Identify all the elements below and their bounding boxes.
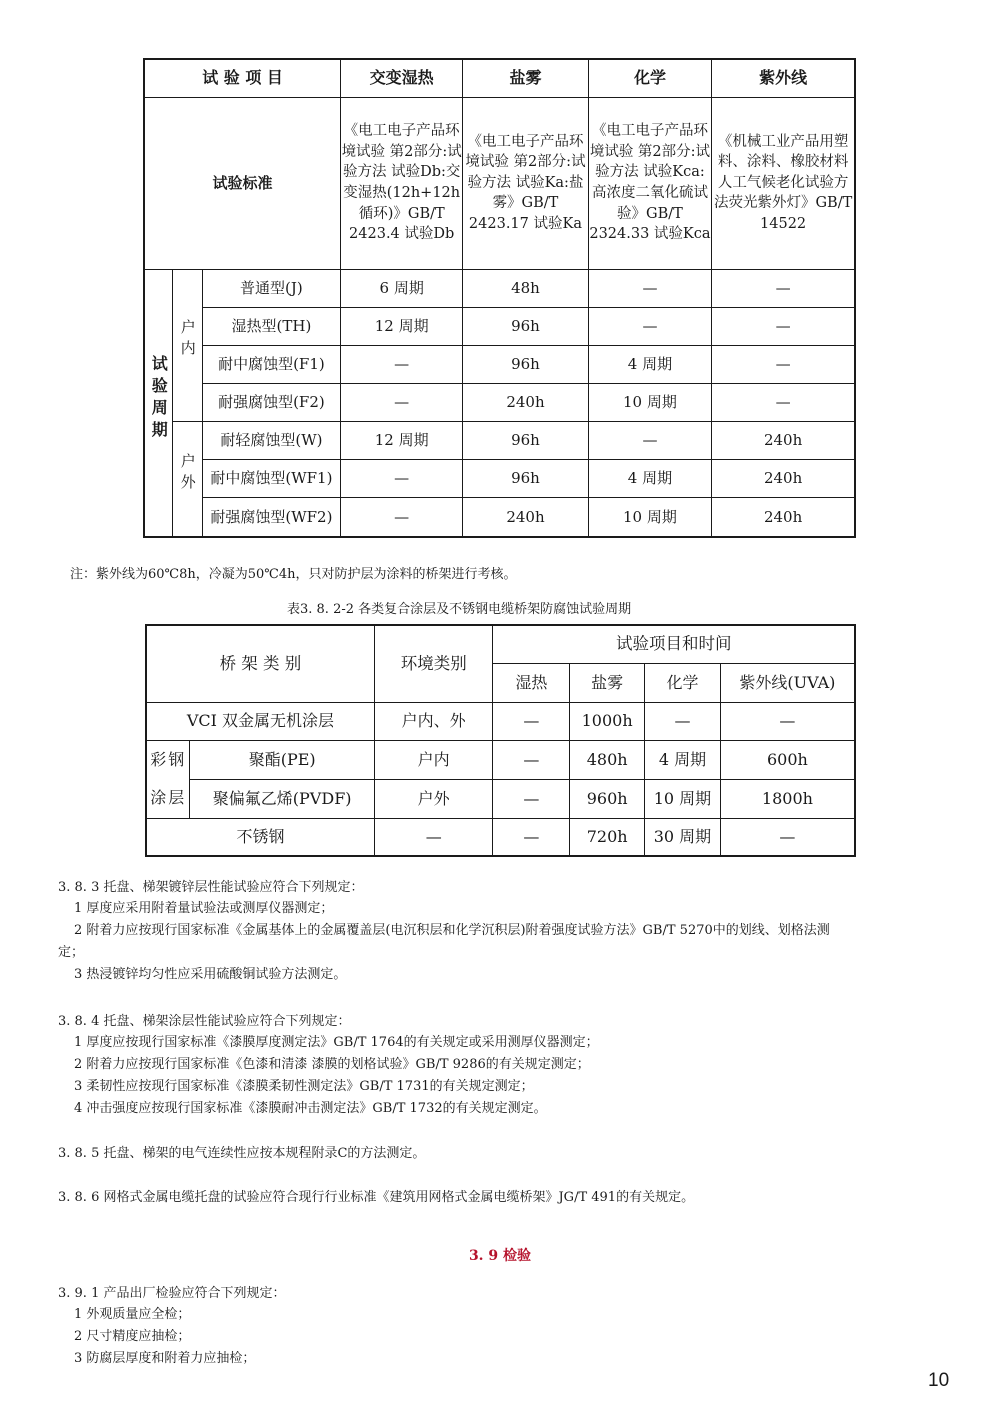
cell: —	[341, 497, 463, 537]
section-3-8-6: 3. 8. 6 网格式金属电缆托盘的试验应符合现行行业标准《建筑用网格式金属电缆桥架》JG/T 491的有关规定。	[58, 1190, 695, 1205]
cell: 960h	[570, 779, 645, 818]
standard-uv: 《机械工业产品用塑料、涂料、橡胶材料人工气候老化试验方法荧光紫外灯》GB/T 14522	[712, 97, 855, 269]
composite-coating-table	[145, 624, 856, 857]
header-chemical: 化学	[588, 59, 712, 97]
cell: 4 周期	[588, 345, 712, 383]
section-3-9-1-title: 3. 9. 1 产品出厂检验应符合下列规定：	[58, 1286, 286, 1301]
header-env-type: 环境类别	[374, 625, 493, 702]
cell: —	[493, 740, 570, 779]
subheader-salt-spray: 盐雾	[570, 663, 645, 702]
subheader-chemical: 化学	[645, 663, 721, 702]
section-3-8-3-item: 1 厚度应采用附着量试验法或测厚仪器测定；	[74, 901, 334, 916]
row-name: 耐强腐蚀型(WF2)	[202, 497, 340, 537]
section-3-8-3-item: 2 附着力应按现行国家标准《金属基体上的金属覆盖层(电沉积层和化学沉积层)附着强度试验方法》GB/T 5270中的划线、划格法测	[74, 923, 830, 938]
cell: 48h	[463, 269, 588, 307]
cell: 12 周期	[341, 307, 463, 345]
row-name: 聚酯(PE)	[190, 740, 374, 779]
cell: 96h	[463, 459, 588, 497]
cell: 720h	[570, 818, 645, 856]
cell: 240h	[712, 421, 855, 459]
section-3-9-title: 3. 9 检验	[468, 1248, 532, 1264]
cell: 240h	[463, 383, 588, 421]
section-3-8-4-item: 3 柔韧性应按现行国家标准《漆膜柔韧性测定法》GB/T 1731的有关规定测定；	[74, 1079, 534, 1094]
row-env: 户内	[374, 740, 493, 779]
section-3-8-5: 3. 8. 5 托盘、梯架的电气连续性应按本规程附录C的方法测定。	[58, 1146, 426, 1161]
cell: —	[588, 421, 712, 459]
row-name: 聚偏氟乙烯(PVDF)	[190, 779, 374, 818]
cell: 6 周期	[341, 269, 463, 307]
cell: 96h	[463, 307, 588, 345]
cell: 240h	[712, 497, 855, 537]
section-3-8-3-item: 3 热浸镀锌均匀性应采用硫酸铜试验方法测定。	[74, 967, 347, 982]
cell: —	[712, 307, 855, 345]
cell: 12 周期	[341, 421, 463, 459]
header-bridge-type: 桥 架 类 别	[146, 625, 374, 702]
cell: 10 周期	[588, 383, 712, 421]
cell: —	[712, 383, 855, 421]
cell: 96h	[463, 421, 588, 459]
section-3-8-4-item: 2 附着力应按现行国家标准《色漆和清漆 漆膜的划格试验》GB/T 9286的有关规定测定；	[74, 1057, 590, 1072]
section-3-9-1-item: 3 防腐层厚度和附着力应抽检；	[74, 1351, 256, 1366]
cell: 1800h	[720, 779, 855, 818]
section-3-9-1-item: 1 外观质量应全检；	[74, 1307, 191, 1322]
cell: —	[588, 307, 712, 345]
section-3-8-4-title: 3. 8. 4 托盘、梯架涂层性能试验应符合下列规定：	[58, 1014, 351, 1029]
cell: —	[712, 345, 855, 383]
standard-salt-spray: 《电工电子产品环境试验 第2部分:试验方法 试验Ka:盐雾》GB/T 2423.17 试验Ka	[463, 97, 588, 269]
row-env: 户内、外	[374, 702, 493, 740]
subheader-uva: 紫外线(UVA)	[720, 663, 855, 702]
row-name: 不锈钢	[146, 818, 374, 856]
cell: —	[645, 702, 721, 740]
row-name: 耐中腐蚀型(F1)	[202, 345, 340, 383]
standard-label: 试验标准	[144, 97, 341, 269]
cell: 240h	[463, 497, 588, 537]
row-name: 普通型(J)	[202, 269, 340, 307]
cell: —	[588, 269, 712, 307]
cell: 480h	[570, 740, 645, 779]
cell: 10 周期	[588, 497, 712, 537]
standard-damp-heat: 《电工电子产品环境试验 第2部分:试验方法 试验Db:交变湿热(12h+12h循环)》GB/T 2423.4 试验Db	[341, 97, 463, 269]
test-period-table	[143, 58, 856, 538]
row-name: VCI 双金属无机涂层	[146, 702, 374, 740]
table-note: 注：紫外线为60℃8h，冷凝为50℃4h，只对防护层为涂料的桥架进行考核。	[70, 567, 517, 582]
indoor-label: 户内	[173, 269, 203, 421]
cell: 96h	[463, 345, 588, 383]
cell: —	[720, 702, 855, 740]
cell: —	[341, 383, 463, 421]
header-test-items: 试验项目和时间	[493, 625, 855, 663]
outdoor-label: 户外	[173, 421, 203, 537]
row-name: 湿热型(TH)	[202, 307, 340, 345]
standard-chemical: 《电工电子产品环境试验 第2部分:试验方法 试验Kca:高浓度二氧化硫试验》GB/T 2324.33 试验Kca	[588, 97, 712, 269]
header-test-item: 试 验 项 目	[144, 59, 341, 97]
table2-caption: 表3. 8. 2-2 各类复合涂层及不锈钢电缆桥架防腐蚀试验周期	[287, 602, 632, 617]
cell: —	[341, 459, 463, 497]
row-name: 耐轻腐蚀型(W)	[202, 421, 340, 459]
cell: 240h	[712, 459, 855, 497]
cell: —	[712, 269, 855, 307]
header-salt-spray: 盐雾	[463, 59, 588, 97]
header-damp-heat: 交变湿热	[341, 59, 463, 97]
subheader-damp-heat: 湿热	[493, 663, 570, 702]
cell: 600h	[720, 740, 855, 779]
section-3-8-4-item: 4 冲击强度应按现行国家标准《漆膜耐冲击测定法》GB/T 1732的有关规定测定。	[74, 1101, 547, 1116]
row-name: 耐中腐蚀型(WF1)	[202, 459, 340, 497]
cell: —	[493, 702, 570, 740]
cell: —	[493, 779, 570, 818]
cell: 1000h	[570, 702, 645, 740]
section-3-8-4-item: 1 厚度应按现行国家标准《漆膜厚度测定法》GB/T 1764的有关规定或采用测厚仪器测定；	[74, 1035, 599, 1050]
cell: 4 周期	[645, 740, 721, 779]
cell: —	[720, 818, 855, 856]
cell: 10 周期	[645, 779, 721, 818]
header-uv: 紫外线	[712, 59, 855, 97]
group-label: 彩钢涂层	[146, 740, 190, 818]
section-3-8-3-title: 3. 8. 3 托盘、梯架镀锌层性能试验应符合下列规定：	[58, 880, 364, 895]
period-label: 试验周期	[144, 269, 173, 537]
cell: —	[493, 818, 570, 856]
section-3-8-3-item: 定；	[58, 945, 85, 960]
page-number: 10	[928, 1370, 950, 1391]
cell: 4 周期	[588, 459, 712, 497]
cell: —	[341, 345, 463, 383]
cell: 30 周期	[645, 818, 721, 856]
row-env: 户外	[374, 779, 493, 818]
section-3-9-1-item: 2 尺寸精度应抽检；	[74, 1329, 191, 1344]
row-env: —	[374, 818, 493, 856]
row-name: 耐强腐蚀型(F2)	[202, 383, 340, 421]
